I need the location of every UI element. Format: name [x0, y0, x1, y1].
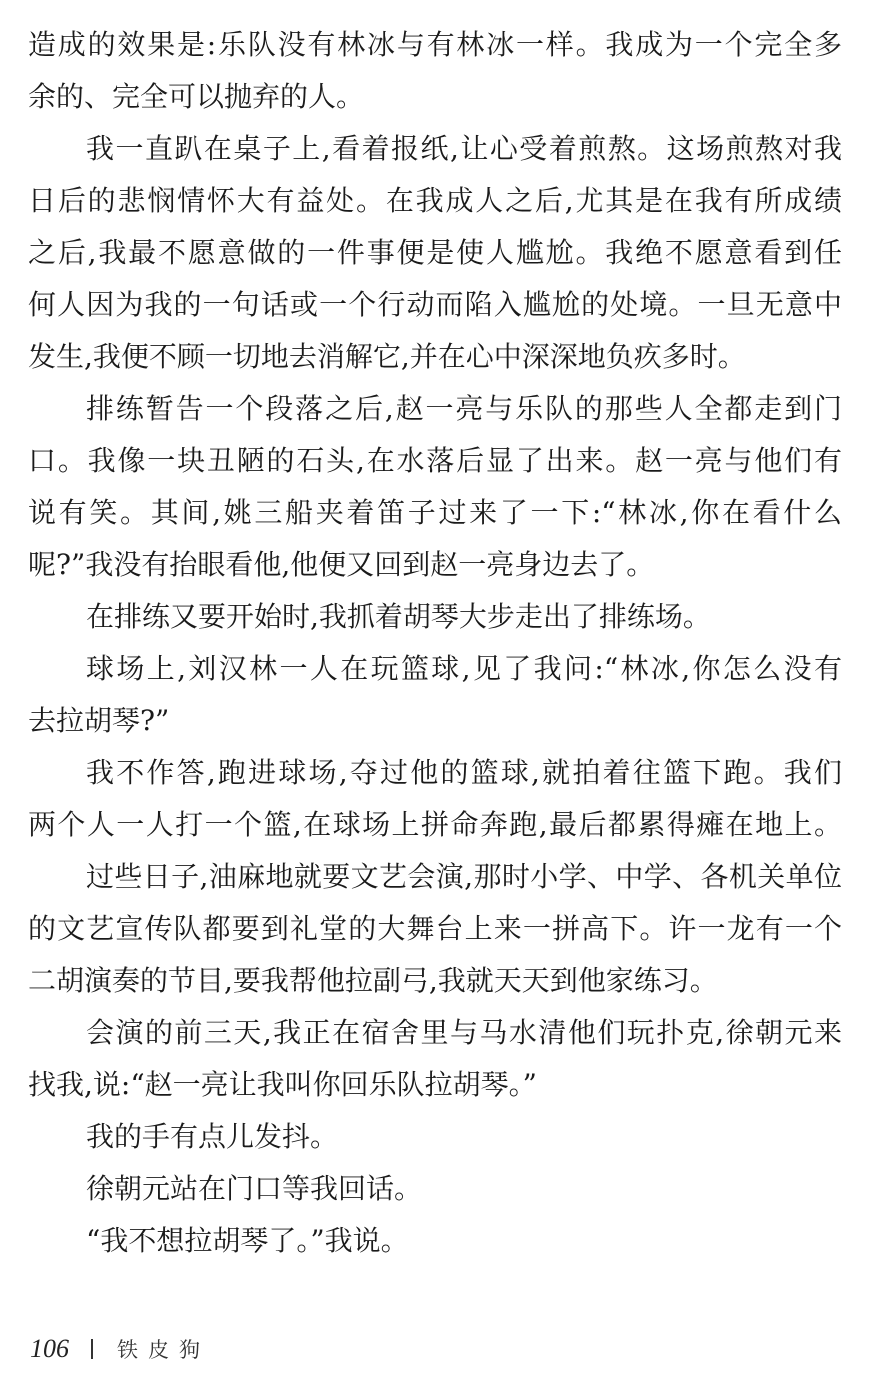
- footer-divider: [91, 1339, 93, 1359]
- text-line: 说有笑。其间,姚三船夹着笛子过来了一下:“林冰,你在看什么: [28, 496, 842, 529]
- text-line: 之后,我最不愿意做的一件事便是使人尴尬。我绝不愿意看到任: [28, 236, 842, 269]
- text-line: 的文艺宣传队都要到礼堂的大舞台上来一拼高下。许一龙有一个: [28, 912, 842, 945]
- text-line: 过些日子,油麻地就要文艺会演,那时小学、中学、各机关单位: [86, 860, 842, 893]
- text-line: 何人因为我的一句话或一个行动而陷入尴尬的处境。一旦无意中: [28, 288, 842, 321]
- text-line: 造成的效果是:乐队没有林冰与有林冰一样。我成为一个完全多: [28, 28, 842, 61]
- text-line: 去拉胡琴?”: [28, 704, 170, 737]
- text-line: 日后的悲悯情怀大有益处。在我成人之后,尤其是在我有所成绩: [28, 184, 842, 217]
- text-line: 球场上,刘汉林一人在玩篮球,见了我问:“林冰,你怎么没有: [86, 652, 842, 685]
- body-text: [28, 19, 842, 1267]
- text-line: 在排练又要开始时,我抓着胡琴大步走出了排练场。: [86, 600, 711, 633]
- text-line: 发生,我便不顾一切地去消解它,并在心中深深地负疚多时。: [28, 340, 746, 373]
- page-number: 106: [30, 1334, 69, 1363]
- text-line: 余的、完全可以抛弃的人。: [28, 80, 365, 113]
- text-line: 会演的前三天,我正在宿舍里与马水清他们玩扑克,徐朝元来: [86, 1016, 842, 1049]
- text-line: 排练暂告一个段落之后,赵一亮与乐队的那些人全都走到门: [86, 392, 842, 425]
- text-line: 两个人一人打一个篮,在球场上拼命奔跑,最后都累得瘫在地上。: [28, 808, 842, 841]
- page-footer: [30, 1334, 210, 1364]
- text-line: 我的手有点儿发抖。: [86, 1120, 339, 1153]
- text-line: 呢?”我没有抬眼看他,他便又回到赵一亮身边去了。: [28, 548, 655, 581]
- text-line: 我不作答,跑进球场,夺过他的篮球,就拍着往篮下跑。我们: [86, 756, 842, 789]
- text-line: 二胡演奏的节目,要我帮他拉副弓,我就天天到他家练习。: [28, 964, 718, 997]
- text-line: 找我,说:“赵一亮让我叫你回乐队拉胡琴。”: [28, 1068, 537, 1101]
- text-line: 口。我像一块丑陋的石头,在水落后显了出来。赵一亮与他们有: [28, 444, 842, 477]
- text-line: 我一直趴在桌子上,看着报纸,让心受着煎熬。这场煎熬对我: [86, 132, 842, 165]
- book-title: 铁皮狗: [117, 1338, 210, 1362]
- text-line: 徐朝元站在门口等我回话。: [86, 1172, 423, 1205]
- text-line: “我不想拉胡琴了。”我说。: [86, 1224, 409, 1257]
